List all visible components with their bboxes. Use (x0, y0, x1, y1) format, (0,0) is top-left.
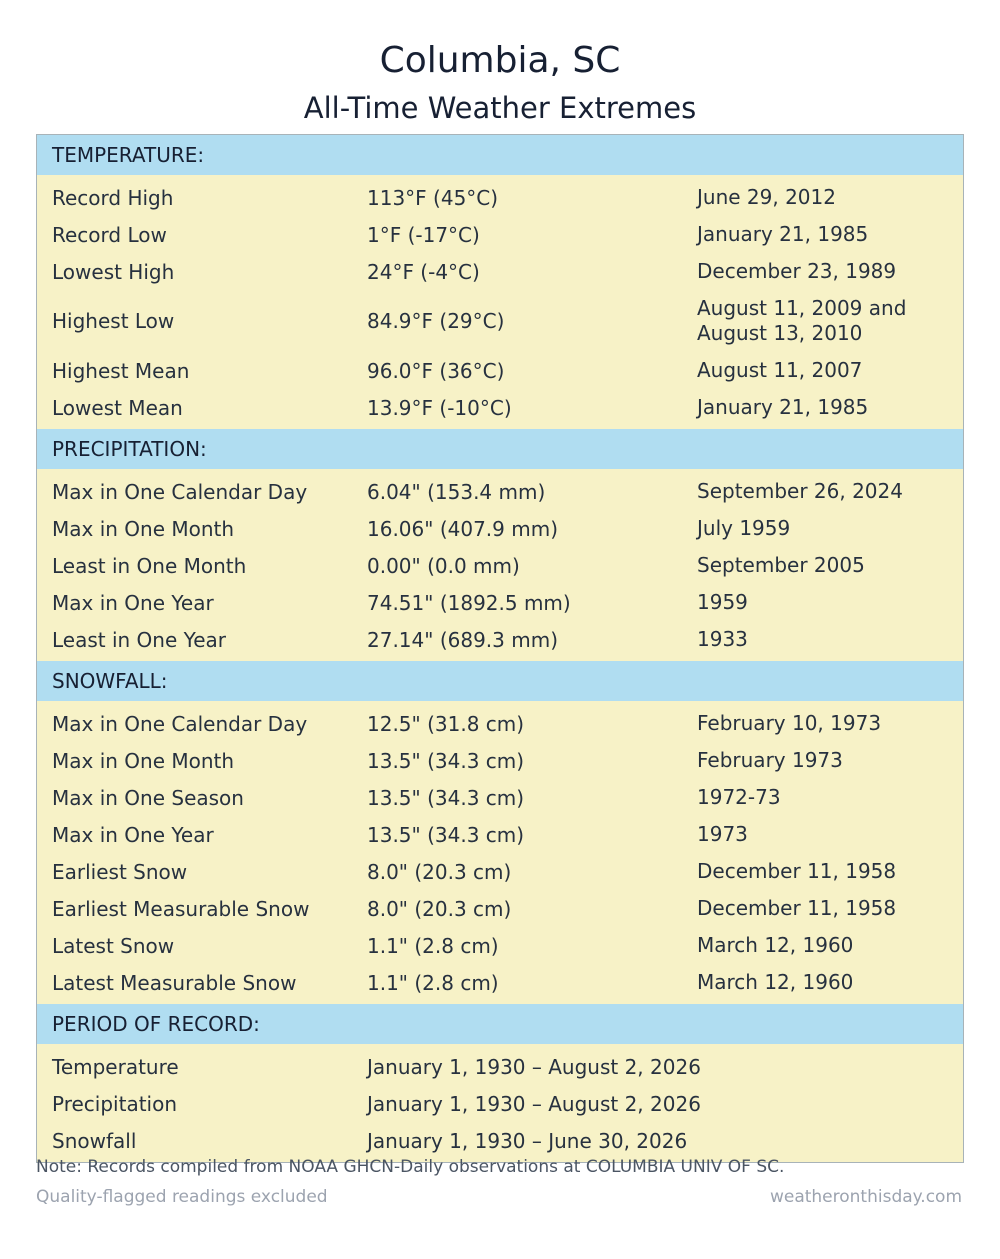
row-label: Least in One Month (52, 553, 247, 578)
table-row (37, 352, 963, 389)
table-row (37, 290, 963, 352)
row-label: Highest Low (52, 309, 175, 333)
row-value: 16.06" (407.9 mm) (367, 516, 558, 541)
row-value: 13.5" (34.3 cm) (367, 785, 525, 810)
table-row (37, 473, 963, 510)
row-label: Temperature (52, 1054, 179, 1079)
temperature-rows (37, 175, 963, 429)
row-label: Max in One Season (52, 785, 244, 810)
table-row (37, 1122, 963, 1159)
row-label: Max in One Calendar Day (52, 479, 308, 504)
row-date: July 1959 (697, 516, 791, 540)
row-date: February 10, 1973 (697, 711, 882, 735)
row-label: Max in One Month (52, 748, 235, 773)
row-label: Highest Mean (52, 358, 190, 383)
row-label: Latest Measurable Snow (52, 970, 297, 995)
row-value: 74.51" (1892.5 mm) (367, 590, 571, 615)
row-label: Earliest Measurable Snow (52, 896, 310, 921)
row-value: 1°F (-17°C) (367, 222, 480, 247)
row-label: Max in One Month (52, 516, 235, 541)
row-date: 1972-73 (697, 785, 781, 809)
section-header-precipitation: PRECIPITATION: (37, 429, 963, 469)
row-value: 84.9°F (29°C) (367, 309, 505, 333)
row-date: 1973 (697, 822, 748, 846)
row-label: Precipitation (52, 1091, 178, 1116)
section-header-snowfall: SNOWFALL: (37, 661, 963, 701)
snowfall-rows (37, 701, 963, 1004)
row-label: Max in One Year (52, 590, 214, 615)
row-date: December 11, 1958 (697, 896, 897, 920)
row-label: Latest Snow (52, 933, 175, 958)
table-row (37, 253, 963, 290)
row-label: Least in One Year (52, 627, 226, 652)
row-date: March 12, 1960 (697, 970, 854, 994)
row-value: 113°F (45°C) (367, 185, 499, 210)
table-row (37, 179, 963, 216)
row-period: January 1, 1930 – June 30, 2026 (367, 1128, 688, 1153)
row-value: 13.5" (34.3 cm) (367, 822, 525, 847)
row-value: 13.9°F (-10°C) (367, 395, 512, 420)
table-row (37, 816, 963, 853)
row-date: February 1973 (697, 748, 843, 772)
page-subtitle: All-Time Weather Extremes (303, 91, 697, 125)
section-header-period-of-record: PERIOD OF RECORD: (37, 1004, 963, 1044)
row-label: Earliest Snow (52, 859, 188, 884)
table-row (37, 890, 963, 927)
table-row (37, 964, 963, 1001)
table-row (37, 510, 963, 547)
row-date (697, 296, 963, 346)
row-date: March 12, 1960 (697, 933, 854, 957)
row-label: Lowest High (52, 259, 175, 284)
row-label: Max in One Year (52, 822, 214, 847)
table-row (37, 584, 963, 621)
table-row (37, 389, 963, 426)
row-period: January 1, 1930 – August 2, 2026 (367, 1091, 701, 1116)
page-title: Columbia, SC (379, 40, 621, 81)
row-value: 13.5" (34.3 cm) (367, 748, 525, 773)
row-date-line: August 13, 2010 (697, 321, 863, 345)
row-value: 1.1" (2.8 cm) (367, 933, 499, 958)
table-row (37, 927, 963, 964)
row-label: Lowest Mean (52, 395, 183, 420)
row-value: 6.04" (153.4 mm) (367, 479, 546, 504)
row-label: Max in One Calendar Day (52, 711, 308, 736)
period-rows (37, 1044, 963, 1162)
row-date: January 21, 1985 (697, 222, 869, 246)
row-date: January 21, 1985 (697, 395, 869, 419)
quality-note: Quality-flagged readings excluded (36, 1187, 328, 1207)
section-header-temperature: TEMPERATURE: (37, 135, 963, 175)
row-value: 27.14" (689.3 mm) (367, 627, 558, 652)
table-row (37, 216, 963, 253)
row-date: June 29, 2012 (697, 185, 836, 209)
row-value: 1.1" (2.8 cm) (367, 970, 499, 995)
row-value: 96.0°F (36°C) (367, 358, 505, 383)
row-value: 12.5" (31.8 cm) (367, 711, 525, 736)
row-value: 0.00" (0.0 mm) (367, 553, 520, 578)
row-value: 8.0" (20.3 cm) (367, 896, 512, 921)
table-row (37, 547, 963, 584)
table-row (37, 779, 963, 816)
row-date: August 11, 2007 (697, 358, 863, 382)
row-value: 24°F (-4°C) (367, 259, 480, 284)
site-credit: weatheronthisday.com (769, 1187, 962, 1207)
row-date: 1959 (697, 590, 748, 614)
row-date: 1933 (697, 627, 748, 651)
row-label: Snowfall (52, 1128, 137, 1153)
table-row (37, 742, 963, 779)
row-date: September 26, 2024 (697, 479, 903, 503)
table-row (37, 621, 963, 658)
row-value: 8.0" (20.3 cm) (367, 859, 512, 884)
row-date-line: August 11, 2009 and (697, 296, 907, 320)
table-row (37, 853, 963, 890)
row-date: September 2005 (697, 553, 865, 577)
row-label: Record Low (52, 222, 167, 247)
precipitation-rows (37, 469, 963, 661)
table-row (37, 1048, 963, 1085)
table-row (37, 1085, 963, 1122)
row-date: December 11, 1958 (697, 859, 897, 883)
row-period: January 1, 1930 – August 2, 2026 (367, 1054, 701, 1079)
table-row (37, 705, 963, 742)
records-table (36, 134, 964, 1163)
row-label: Record High (52, 185, 174, 210)
source-note: Note: Records compiled from NOAA GHCN-Daily observations at COLUMBIA UNIV OF SC. (36, 1157, 785, 1177)
row-date: December 23, 1989 (697, 259, 897, 283)
